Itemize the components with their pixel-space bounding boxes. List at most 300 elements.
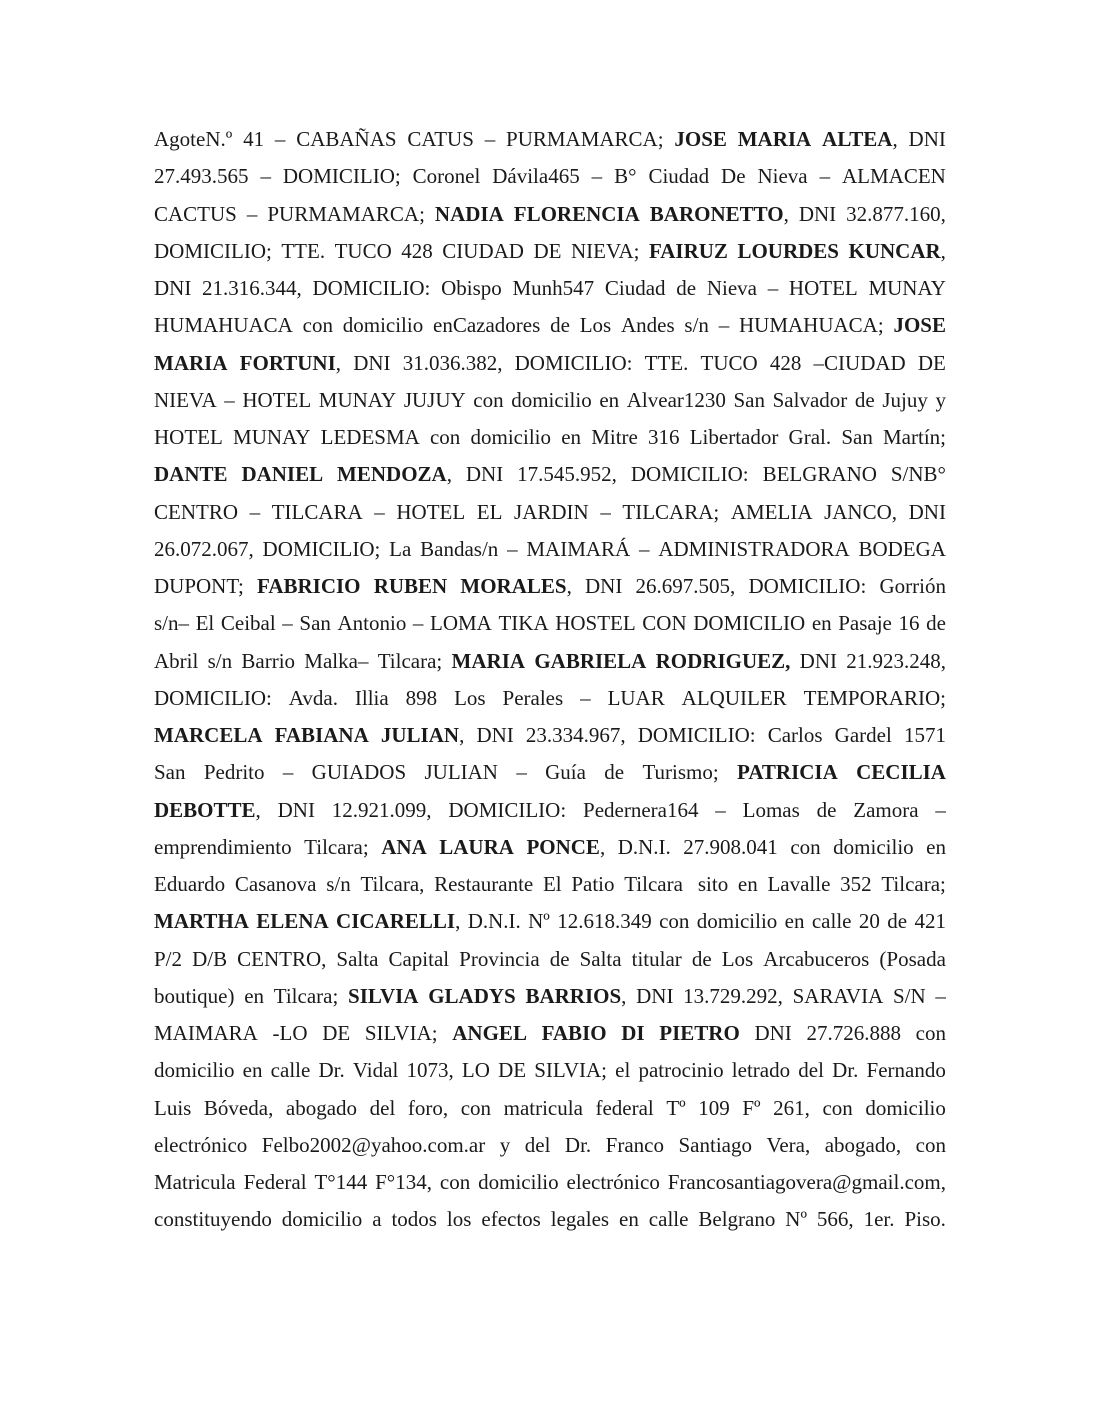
word: 428 (401, 238, 433, 263)
word: NIEVA; (571, 238, 640, 263)
word: Salta (579, 946, 622, 971)
word: CACTUS (154, 201, 237, 226)
word: calle (270, 1058, 311, 1083)
word: y (935, 387, 946, 412)
word: Los (579, 313, 612, 338)
text-line (154, 717, 946, 754)
word: – (639, 536, 650, 561)
word: (Posada (879, 946, 946, 971)
word: – (412, 611, 424, 636)
word: Gral. (788, 425, 832, 449)
word: con (429, 425, 461, 449)
word: Piso. (904, 1207, 946, 1232)
word: abogado, (824, 1132, 902, 1157)
text-line (154, 1127, 946, 1164)
word: Gorrión (879, 574, 946, 598)
word: DUPONT; (154, 574, 244, 598)
bold-name-word: MARIA (154, 350, 228, 375)
word: emprendimiento (154, 834, 292, 859)
word: Alvear1230 (626, 387, 726, 412)
bold-name-word: DANIEL (241, 462, 324, 487)
word: – (591, 164, 603, 189)
word: HUMAHUACA; (739, 313, 884, 338)
word: domicilio (470, 425, 551, 449)
word: DE (498, 1058, 527, 1083)
word: 26.697.505, (635, 574, 736, 598)
bold-name-word: MORALES (460, 574, 567, 598)
word: 12.618.349 (557, 909, 652, 934)
bold-name-word: DI (621, 1021, 645, 1045)
word: domicilio (154, 1058, 235, 1083)
text-line (154, 531, 946, 568)
word: Los (454, 685, 486, 710)
word: 16 (898, 611, 920, 636)
word: Tilcara, (360, 872, 425, 896)
word: en (619, 1207, 639, 1232)
word: – (260, 164, 271, 189)
text-line (154, 680, 946, 717)
word: MUNAY (318, 387, 397, 412)
word: – (374, 499, 385, 524)
word: DNI (636, 983, 674, 1008)
word: NIEVA (154, 387, 217, 412)
word: con (460, 1095, 492, 1120)
word: DOMICILIO: (630, 462, 749, 487)
word: BODEGA (858, 536, 946, 561)
word: Coronel (412, 164, 481, 189)
word: 26.072.067, (154, 536, 254, 561)
word: – (282, 611, 293, 636)
comma: , (459, 723, 465, 747)
word: 31.036.382, (402, 350, 503, 375)
text-line (154, 1052, 946, 1089)
bold-name-word: MARTHA (154, 909, 249, 934)
word: Tilcara (624, 872, 683, 896)
word: Munh547 (512, 276, 595, 300)
word: a (372, 1207, 382, 1232)
word: 261, (773, 1095, 810, 1120)
word: de (854, 387, 875, 412)
word: titular (631, 946, 682, 971)
bold-name-word: CECILIA (856, 760, 946, 785)
word: TUCO (700, 350, 758, 375)
word: Santiago (678, 1132, 752, 1157)
word: –CIUDAD (813, 350, 906, 375)
word: El (542, 872, 562, 896)
comma: , (599, 834, 606, 859)
word: MUNAY (868, 276, 946, 300)
bold-name-word: FLORENCIA (513, 201, 640, 226)
bold-name-word: ALTEA (822, 127, 893, 151)
word: San (733, 387, 765, 412)
word: domicilio (865, 1095, 946, 1120)
word: en (811, 611, 832, 636)
word: – (767, 276, 779, 300)
word: TTE. (644, 350, 689, 375)
word: domicilio (281, 1207, 363, 1232)
word: 27.908.041 (683, 834, 778, 859)
bold-name-word: KUNCAR (848, 238, 941, 263)
word: San (154, 760, 186, 785)
word: SARAVIA (792, 983, 884, 1008)
word: Bandas/n (420, 536, 499, 561)
word: D.N.I. (617, 834, 671, 859)
word: en (737, 872, 758, 896)
word: con (473, 387, 504, 412)
word: en (599, 387, 620, 412)
text-line (154, 233, 946, 270)
word: CIUDAD (442, 238, 524, 263)
comma: , (446, 462, 452, 487)
word: CENTRO, (237, 946, 327, 971)
word: s/n (684, 313, 709, 338)
word: -LO (272, 1021, 308, 1045)
word: Dr. (318, 1058, 345, 1083)
word: DNI (908, 127, 946, 151)
word: Libertador (689, 425, 779, 449)
text-line (154, 903, 946, 940)
bold-name-word: ANGEL (452, 1021, 527, 1045)
word: D.N.I. (467, 909, 521, 934)
bold-name-word: MARCELA (154, 723, 263, 747)
word: letrado (731, 1058, 791, 1083)
text-line (154, 1164, 946, 1201)
word: Tilcara; (273, 983, 339, 1008)
word: sito (692, 872, 729, 896)
word-group (381, 717, 464, 754)
word: EL (476, 499, 503, 524)
word: Andes (620, 313, 675, 338)
word: Antonio (337, 611, 407, 636)
word: DNI (277, 797, 315, 822)
text-line (154, 866, 946, 903)
word: JANCO, (824, 499, 898, 524)
word: 21.923.248, (846, 648, 946, 673)
word: domicilio (478, 1170, 559, 1194)
word: DNI (799, 648, 837, 673)
word: Jujuy (882, 387, 928, 412)
word: en (561, 425, 582, 449)
word: con (915, 1021, 946, 1045)
comma: , (621, 983, 627, 1008)
comma: , (255, 797, 261, 822)
word: Fernando (866, 1058, 946, 1083)
word: – (516, 760, 527, 785)
bold-name-word: JOSE (674, 127, 727, 151)
word-group (525, 978, 626, 1015)
word: matricula (503, 1095, 583, 1120)
word: en (784, 909, 805, 934)
word: S/NB° (890, 462, 946, 487)
word: Salta (336, 946, 379, 971)
word: de (549, 946, 570, 971)
word: Nº (785, 1207, 807, 1232)
word-group (526, 829, 605, 866)
word: – (224, 387, 235, 412)
word: HOTEL (242, 387, 312, 412)
word: 41 (243, 127, 265, 151)
word: Vera, (766, 1132, 811, 1157)
word-group (154, 792, 261, 829)
text-line (154, 456, 946, 493)
word: PURMAMARCA; (506, 127, 664, 151)
word: – (935, 983, 946, 1008)
word: TTE. (281, 238, 326, 263)
word: Nº (528, 909, 550, 934)
word: con (302, 313, 333, 338)
bold-name-word: JOSE (893, 313, 946, 338)
word: 428 (769, 350, 802, 375)
word: 21.316.344, (202, 276, 302, 300)
word: – (580, 685, 591, 710)
word: con (822, 1095, 853, 1120)
word: electrónico (154, 1132, 248, 1157)
word: TUCO (334, 238, 392, 263)
word: Eduardo (154, 872, 226, 896)
word: Lavalle (767, 872, 831, 896)
word: T°144 (314, 1170, 368, 1194)
word: DNI (798, 201, 837, 226)
word: TILCARA; (622, 499, 720, 524)
word: LEDESMA (320, 425, 420, 449)
text-line (154, 158, 946, 195)
word: Gardel (834, 723, 892, 747)
bold-name-word: MARIA (451, 648, 526, 673)
word: Obispo (441, 276, 502, 300)
word: TEMPORARIO; (803, 685, 946, 710)
word: en (244, 983, 265, 1008)
word: DOMICILIO (693, 611, 806, 636)
text-line (154, 829, 946, 866)
bold-name-word: LOURDES (737, 238, 839, 263)
text-line (154, 941, 946, 978)
bold-name-word: DANTE (154, 462, 228, 487)
word: – (819, 164, 831, 189)
text-line (154, 382, 946, 419)
word: MAIMARA (154, 1021, 258, 1045)
word: del (798, 1058, 824, 1083)
word: efectos (481, 1207, 541, 1232)
word: – (484, 127, 496, 151)
word: 421 (914, 909, 946, 934)
text-line (154, 419, 946, 456)
word: electrónico (566, 1170, 660, 1194)
bold-name-word: FABIANA (274, 723, 369, 747)
word: DOMICILIO: (637, 723, 756, 747)
bold-name-word: LAURA (439, 834, 514, 859)
word: Martín; (883, 425, 946, 449)
word: de (926, 611, 946, 636)
word: HUMAHUACA (154, 313, 293, 338)
bold-name-word: PONCE (526, 834, 600, 859)
bold-name-word: BARRIOS (525, 983, 622, 1008)
word: DOMICILIO; (262, 536, 381, 561)
word: P/2 (154, 946, 183, 971)
word: Los (721, 946, 754, 971)
word: domicilio (511, 387, 592, 412)
word: La (389, 536, 412, 561)
word: con (659, 909, 690, 934)
word: de (816, 797, 837, 822)
word: Guía (545, 760, 586, 785)
word: DOMICILIO: (748, 574, 867, 598)
word: y (499, 1132, 511, 1157)
word: Tilcara; (377, 648, 443, 673)
comma: , (783, 201, 789, 226)
word: s/n (207, 648, 233, 673)
word: HOTEL (154, 425, 223, 449)
text-line (154, 605, 946, 642)
word: DNI (908, 499, 946, 524)
word: 32.877.160, (846, 201, 946, 226)
word: 20 (858, 909, 880, 934)
word: MAIMARÁ (526, 536, 631, 561)
word: S/N (892, 983, 926, 1008)
word: ADMINISTRADORA (658, 536, 850, 561)
word: Avda. (288, 685, 338, 710)
word: D/B (192, 946, 228, 971)
word: 27.726.888 (806, 1021, 901, 1045)
bold-name-word: BARONETTO (649, 201, 784, 226)
word: BELGRANO (762, 462, 877, 487)
word: Illia (354, 685, 389, 710)
word: boutique) (154, 983, 235, 1008)
bold-name-word: FORTUNI (239, 350, 336, 375)
word: – (282, 760, 294, 785)
word: 898 (405, 685, 438, 710)
word: De (721, 164, 746, 189)
word: Ciudad (648, 164, 710, 189)
word: 352 (840, 872, 872, 896)
word: – (600, 499, 611, 524)
word: , (892, 127, 898, 151)
text-line (154, 792, 946, 829)
word: Lomas (742, 797, 800, 822)
word: HOTEL (788, 276, 858, 300)
word: Abril (154, 648, 199, 673)
word: El (195, 611, 215, 636)
word: CON (642, 611, 687, 636)
word: DOMICILIO: (312, 276, 431, 300)
word: JUJUY (403, 387, 466, 412)
word: – (249, 499, 261, 524)
word: con (790, 834, 821, 859)
word: domicilio (833, 834, 914, 859)
word: – (715, 797, 726, 822)
word: Matricula (154, 1170, 236, 1194)
word: Francosantiagovera@gmail.com, (667, 1170, 946, 1194)
word: 23.334.967, (525, 723, 626, 747)
word: Capital (388, 946, 450, 971)
word: LOMA (430, 611, 492, 636)
word: JULIAN (424, 760, 498, 785)
word: AgoteN.º (154, 127, 233, 151)
word: MUNAY (233, 425, 311, 449)
word: CABAÑAS (296, 127, 397, 151)
text-line (154, 568, 946, 605)
word: de (887, 909, 908, 934)
word: 109 (698, 1095, 730, 1120)
word: el (615, 1058, 631, 1083)
word: Tilcara; (304, 834, 369, 859)
word: con (439, 1170, 471, 1194)
word: legales (550, 1207, 610, 1232)
word: SILVIA; (534, 1058, 607, 1083)
word: 566, (816, 1207, 854, 1232)
word: PURMAMARCA; (267, 201, 425, 226)
word: s/n (326, 872, 351, 896)
bold-name-word: ELENA (256, 909, 329, 934)
text-line (154, 978, 946, 1015)
bold-name-word: RUBEN (373, 574, 448, 598)
word: Perales (502, 685, 564, 710)
word: HOTEL (396, 499, 466, 524)
word: DNI (465, 462, 504, 487)
bold-name-word: SILVIA (348, 983, 419, 1008)
text-line (154, 121, 946, 158)
text-line (154, 1201, 946, 1238)
word: del (369, 1095, 396, 1120)
word-group (337, 456, 452, 493)
bold-name-word: PIETRO (659, 1021, 740, 1045)
bold-name-word: MARIA (737, 127, 812, 151)
word: calle (811, 909, 852, 934)
word: 13.729.292, (683, 983, 783, 1008)
word: Bóveda, (203, 1095, 274, 1120)
word-group (650, 196, 789, 233)
word: Zamora (853, 797, 919, 822)
word: Patio (571, 872, 615, 896)
word: domicilio (696, 909, 778, 934)
word: San (841, 425, 873, 449)
word: B° (614, 164, 637, 189)
word: Nieva (757, 164, 808, 189)
word: ALMACEN (842, 164, 946, 189)
text-line (154, 345, 946, 382)
word: Pedrito (203, 760, 265, 785)
word: patrocinio (638, 1058, 724, 1083)
word: DOMICILIO: (514, 350, 633, 375)
bold-name-word: GLADYS (428, 983, 516, 1008)
word: de (550, 313, 570, 338)
word: DOMICILIO: (154, 685, 272, 710)
word: Restaurante (434, 872, 534, 896)
word: federal (595, 1095, 654, 1120)
word: en (926, 834, 946, 859)
word: 12.921.099, (331, 797, 432, 822)
text-line (154, 196, 946, 233)
word: Arcabuceros (763, 946, 870, 971)
word: Dávila465 (492, 164, 580, 189)
word: 1er. (863, 1207, 895, 1232)
word: DNI (585, 574, 623, 598)
word: de (676, 276, 697, 300)
word: Nieva (706, 276, 757, 300)
word: San (299, 611, 331, 636)
bold-name-word: DEBOTTE (154, 797, 256, 822)
word: 1571 (903, 723, 946, 747)
bold-name-word: FABRICIO (257, 574, 361, 598)
word: Provincia (459, 946, 540, 971)
word: Federal (243, 1170, 307, 1194)
word: Franco (605, 1132, 664, 1157)
word: DE (322, 1021, 351, 1045)
word: 1073, (406, 1058, 454, 1083)
text-line (154, 1090, 946, 1127)
word: Dr. (832, 1058, 859, 1083)
word: en (242, 1058, 263, 1083)
word: foro, (407, 1095, 449, 1120)
